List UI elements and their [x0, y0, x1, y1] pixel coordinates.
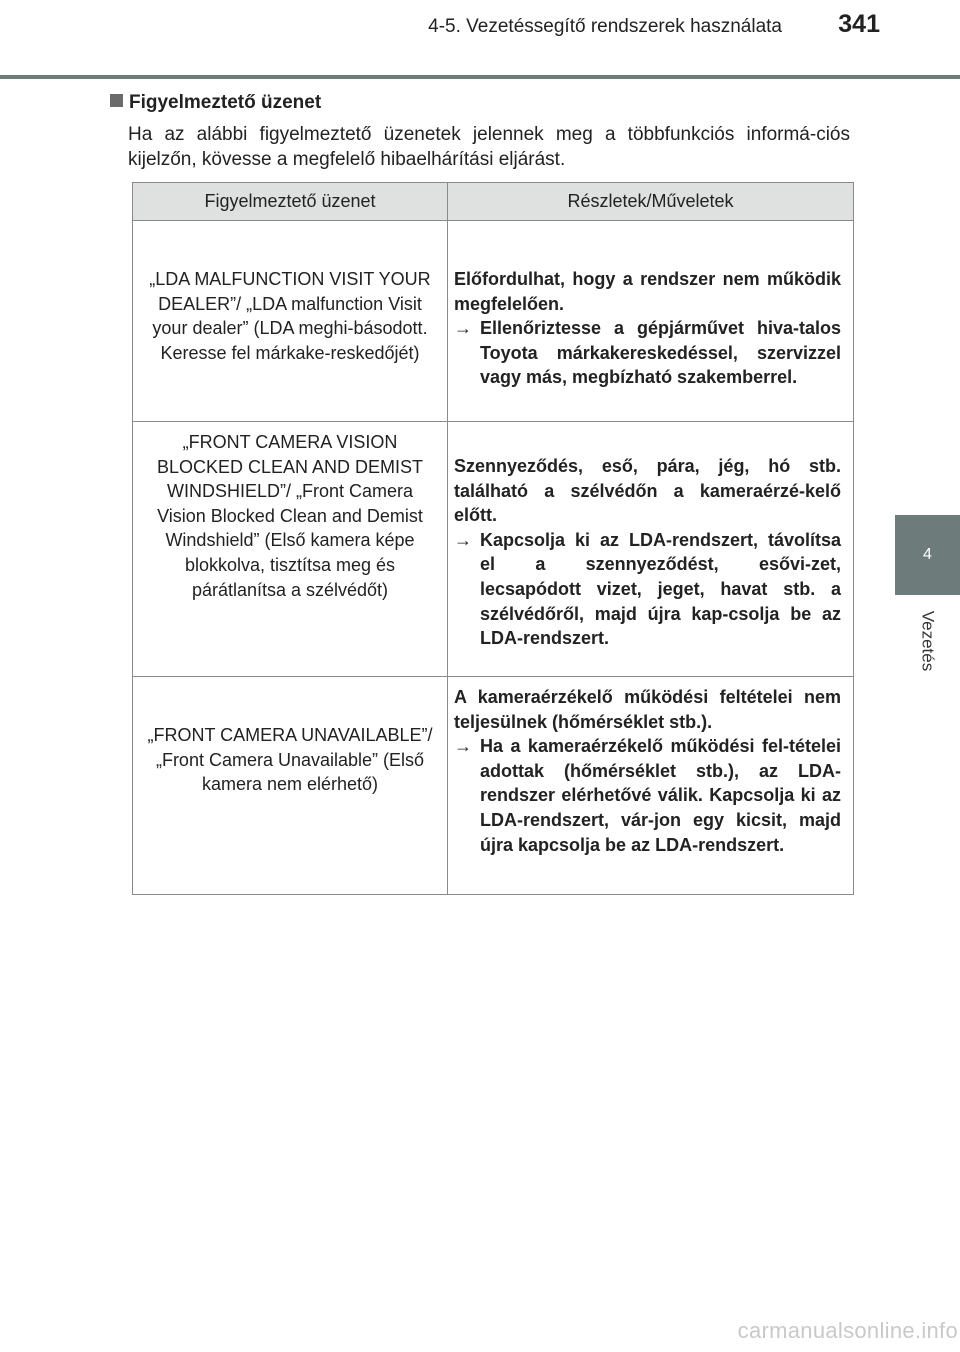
header-section-title: 4-5. Vezetéssegítő rendszerek használata	[428, 16, 782, 37]
detail-text: A kameraérzékelő működési feltételei nem teljesülnek (hőmérséklet stb.).	[454, 687, 841, 732]
table-row	[133, 221, 854, 422]
detail-cell	[448, 221, 854, 422]
message-text: „FRONT CAMERA UNAVAILABLE”/ „Front Camera Unavailable” (Első kamera nem elérhető)	[147, 725, 433, 795]
header-divider	[0, 75, 960, 79]
detail-text: Előfordulhat, hogy a rendszer nem működik megfelelően.	[454, 269, 841, 314]
message-text: „FRONT CAMERA VISION BLOCKED CLEAN AND DEMIST WINDSHIELD”/ „Front Camera Vision Blocked Clean and Demist Windshield” (Első kamera képe blokkolva, tisztítsa meg és párátlanítsa a szélvédőt)	[156, 432, 424, 600]
column-header-details: Részletek/Műveletek	[448, 183, 854, 221]
section-heading	[110, 92, 321, 114]
detail-cell	[448, 677, 854, 895]
detail-text: Szennyeződés, eső, pára, jég, hó stb. található a szélvédőn a kameraérzé-kelő előtt.	[454, 456, 841, 526]
message-text: „LDA MALFUNCTION VISIT YOUR DEALER”/ „LDA malfunction Visit your dealer” (LDA meghi-básodott. Keresse fel márkake-reskedőjét)	[149, 269, 431, 363]
chapter-label-text: Vezetés	[918, 610, 937, 672]
warning-message-table	[132, 182, 854, 895]
message-cell	[133, 221, 448, 422]
arrow-right-icon: →	[454, 736, 472, 757]
section-heading-text: Figyelmeztető üzenet	[129, 92, 322, 113]
action-step	[454, 528, 841, 651]
chapter-tab: 4	[895, 515, 960, 595]
square-bullet-icon	[110, 94, 123, 107]
action-step-text: Ellenőriztesse a gépjárművet hiva-talos Toyota márkakereskedéssel, szervizzel vagy más, megbízható szakemberrel.	[480, 318, 841, 388]
message-cell	[133, 677, 448, 895]
action-step-text: Kapcsolja ki az LDA-rendszert, távolítsa el a szennyeződést, esővi-zet, lecsapódott vizet, jeget, havat stb. a szélvédőről, majd újra kap-csolja be az LDA-rendszert.	[480, 529, 841, 649]
message-cell	[133, 422, 448, 677]
table-header-row	[133, 183, 854, 221]
column-header-message: Figyelmeztető üzenet	[133, 183, 448, 221]
chapter-label	[902, 601, 952, 681]
arrow-right-icon: →	[454, 529, 472, 550]
intro-paragraph: Ha az alábbi figyelmeztető üzenetek jelennek meg a többfunkciós informá-ciós kijelzőn, kövesse a megfelelő hibaelhárítási eljárást.	[128, 124, 850, 170]
footer-watermark: carmanualsonline.info	[737, 1318, 958, 1343]
action-step	[454, 734, 841, 857]
page-number: 341	[838, 10, 880, 38]
detail-cell	[448, 422, 854, 677]
action-step-text: Ha a kameraérzékelő működési fel-tételei adottak (hőmérséklet stb.), az LDA-rendszer elérhetővé válik. Kapcsolja ki az LDA-rendszert, vár-jon egy kicsit, majd újra kapcsolja be az LDA-rendszert.	[480, 736, 841, 855]
arrow-right-icon: →	[454, 318, 472, 339]
table-row	[133, 677, 854, 895]
action-step	[454, 316, 841, 390]
table-row	[133, 422, 854, 677]
